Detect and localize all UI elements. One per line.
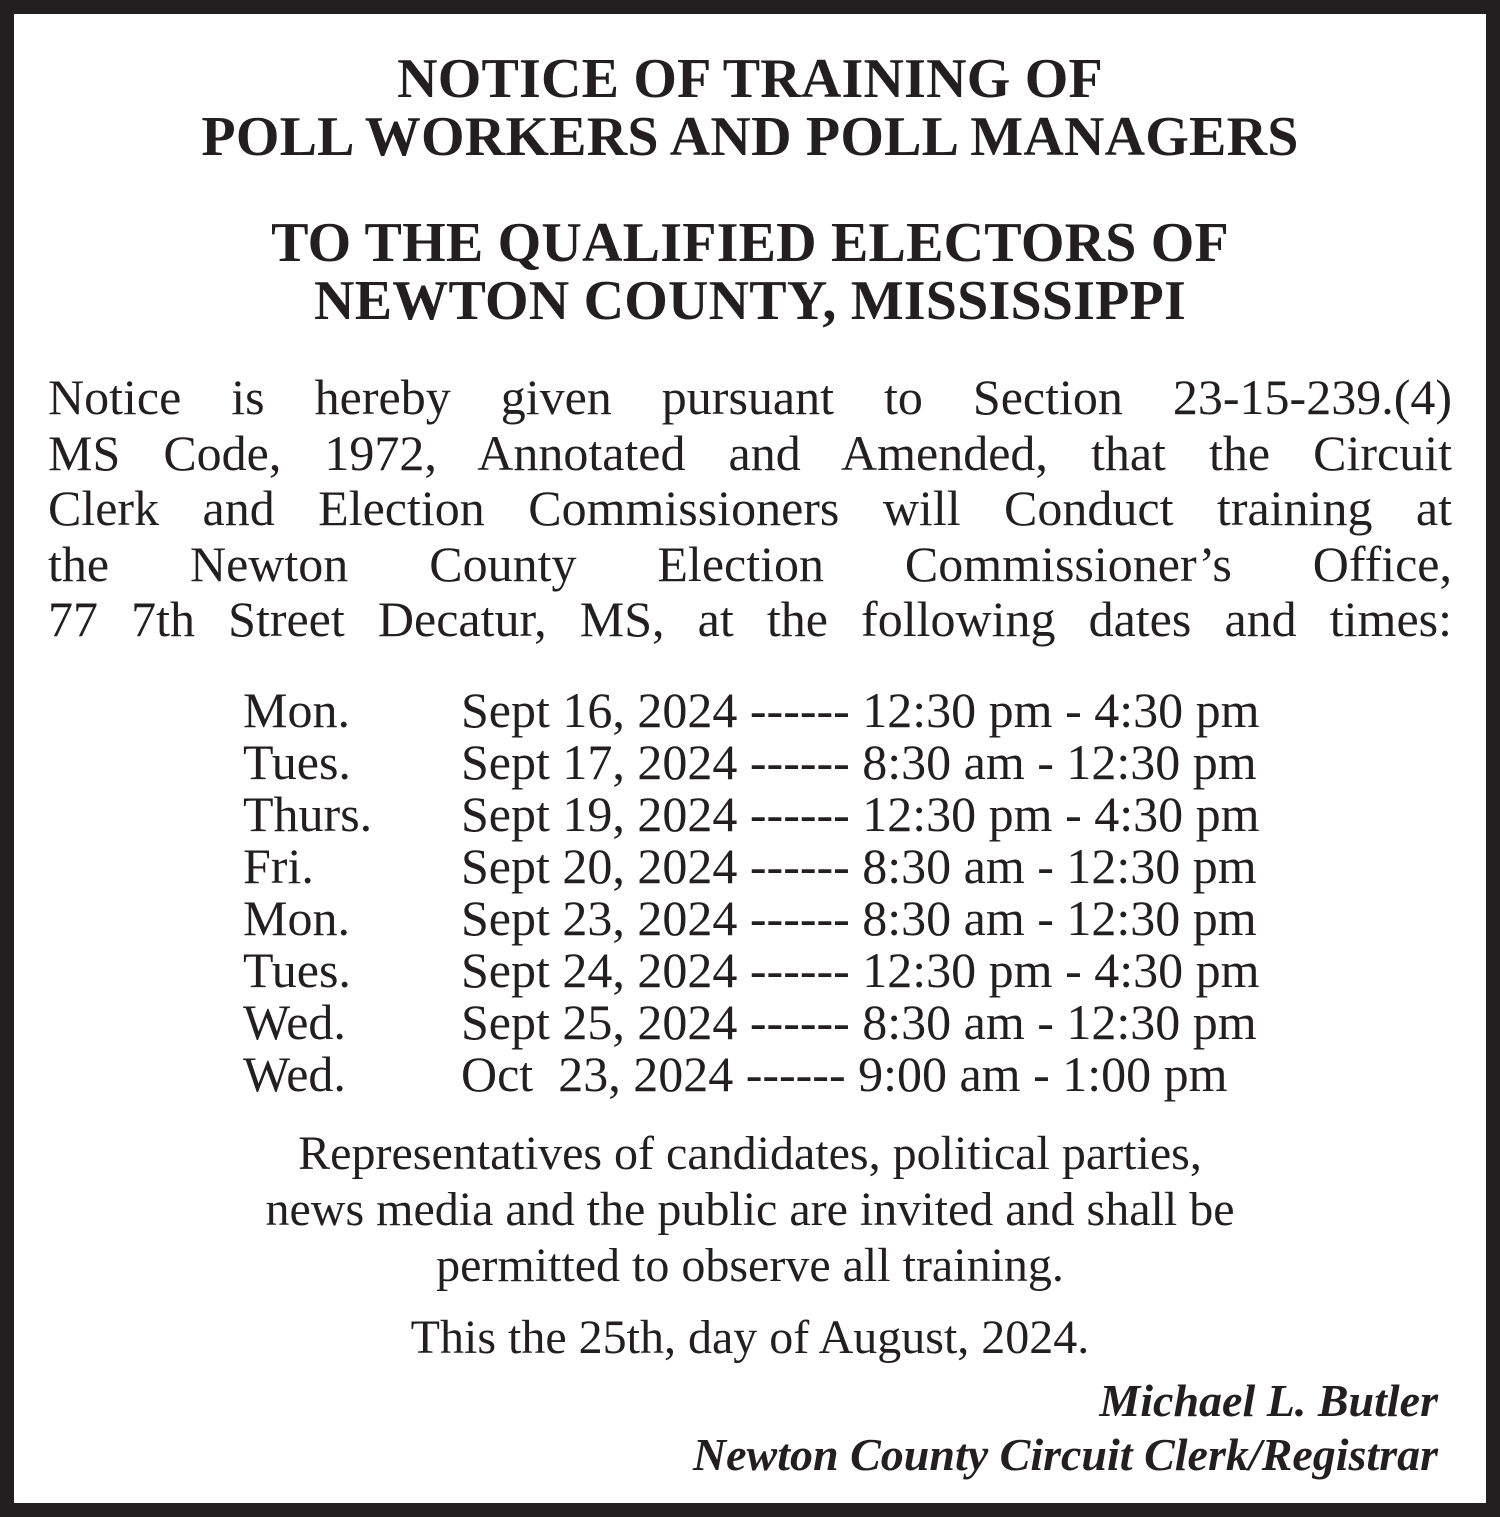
training-schedule [243, 684, 1260, 1100]
schedule-day: Mon. [243, 682, 350, 738]
schedule-row [243, 944, 1260, 996]
body-line: MS Code, 1972, Annotated and Amended, that the Circuit [48, 424, 1452, 481]
subtitle-line: NEWTON COUNTY, MISSISSIPPI [314, 270, 1186, 332]
schedule-row [243, 892, 1260, 944]
schedule-day: Wed. [243, 1046, 346, 1102]
invitation-line: permitted to observe all training. [436, 1239, 1064, 1292]
schedule-day: Thurs. [243, 786, 373, 842]
notice-title [44, 50, 1456, 166]
schedule-datetime: Sept 23, 2024 ------ 8:30 am - 12:30 pm [461, 890, 1257, 946]
schedule-datetime: Sept 20, 2024 ------ 8:30 am - 12:30 pm [461, 838, 1257, 894]
subtitle-line: TO THE QUALIFIED ELECTORS OF [271, 212, 1229, 274]
dated-line: This the 25th, day of August, 2024. [410, 1311, 1090, 1364]
schedule-datetime: Sept 24, 2024 ------ 12:30 pm - 4:30 pm [461, 942, 1260, 998]
schedule-row [243, 788, 1260, 840]
body-line: Notice is hereby given pursuant to Section 23-15-239.(4) [48, 369, 1452, 425]
schedule-datetime: Oct 23, 2024 ------ 9:00 am - 1:00 pm [461, 1046, 1228, 1102]
schedule-datetime: Sept 17, 2024 ------ 8:30 am - 12:30 pm [461, 734, 1257, 790]
schedule-day: Wed. [243, 994, 346, 1050]
body-line: Clerk and Election Commissioners will Conduct training at [48, 480, 1452, 536]
schedule-row [243, 684, 1260, 736]
title-line: NOTICE OF TRAINING OF [397, 48, 1103, 110]
schedule-datetime: Sept 16, 2024 ------ 12:30 pm - 4:30 pm [461, 682, 1260, 738]
signer-title: Newton County Circuit Clerk/Registrar [692, 1429, 1438, 1480]
schedule-day: Tues. [243, 734, 351, 790]
schedule-datetime: Sept 25, 2024 ------ 8:30 am - 12:30 pm [461, 994, 1257, 1050]
body-line: 77 7th Street Decatur, MS, at the following dates and times: [48, 591, 1452, 647]
schedule-day: Mon. [243, 890, 350, 946]
signature-block [693, 1374, 1438, 1482]
schedule-row [243, 1048, 1260, 1100]
schedule-row [243, 736, 1260, 788]
signer-name: Michael L. Butler [1099, 1375, 1438, 1426]
schedule-day: Fri. [243, 838, 314, 894]
body-line: the Newton County Election Commissioner’s Office, [48, 535, 1452, 592]
schedule-datetime: Sept 19, 2024 ------ 12:30 pm - 4:30 pm [461, 786, 1260, 842]
invitation-paragraph [44, 1126, 1456, 1294]
invitation-line: Representatives of candidates, political parties, [298, 1127, 1202, 1180]
invitation-line: news media and the public are invited and shall be [265, 1183, 1235, 1236]
notice-body [48, 370, 1452, 648]
schedule-row [243, 996, 1260, 1048]
notice-subtitle [44, 214, 1456, 330]
schedule-day: Tues. [243, 942, 351, 998]
schedule-row [243, 840, 1260, 892]
title-line: POLL WORKERS AND POLL MANAGERS [201, 106, 1299, 168]
